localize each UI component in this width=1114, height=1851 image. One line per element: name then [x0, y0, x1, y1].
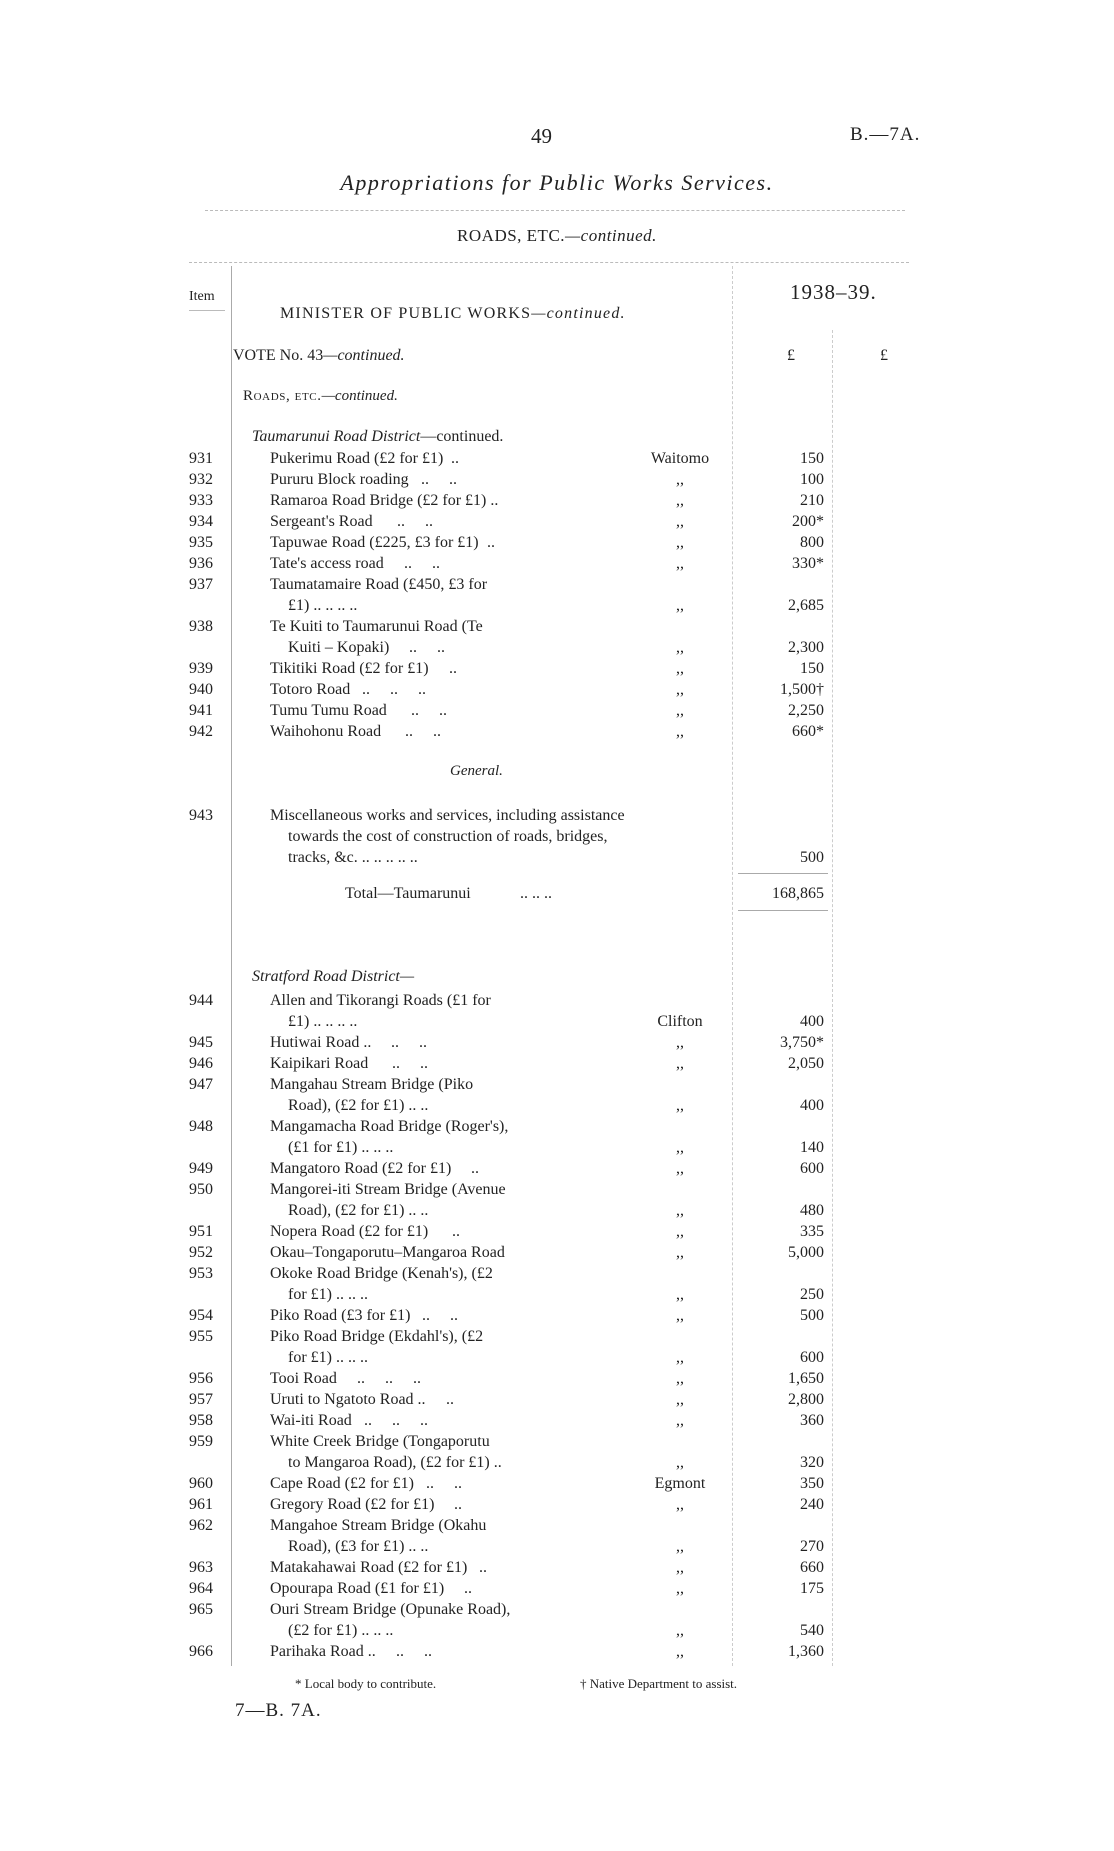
item-amount: 150 — [800, 660, 824, 677]
item-place: ,, — [676, 513, 684, 530]
leader-dots: .. .. .. — [352, 1412, 428, 1429]
table-top-rule — [189, 262, 909, 263]
leader-dots: .. .. — [389, 639, 445, 656]
item-description: towards the cost of construction of roads, bridges, — [288, 828, 608, 845]
table-row — [0, 1200, 1114, 1221]
table-row — [0, 1032, 1114, 1053]
item-place: ,, — [676, 1580, 684, 1597]
table-row — [0, 1158, 1114, 1179]
item-place: ,, — [676, 1622, 684, 1639]
item-number: 936 — [189, 555, 213, 572]
table-row — [0, 1242, 1114, 1263]
table-row — [0, 1431, 1114, 1452]
leader-dots: .. .. — [387, 702, 447, 719]
table-row — [0, 1536, 1114, 1557]
item-place: ,, — [676, 723, 684, 740]
item-description: Road), (£2 for £1) .. .. — [288, 1202, 429, 1219]
item-place: ,, — [676, 492, 684, 509]
item-number: 949 — [189, 1160, 213, 1177]
item-description: (£1 for £1) .. .. .. — [288, 1139, 394, 1156]
table-row — [0, 1326, 1114, 1347]
item-description: Road), (£2 for £1) .. .. — [288, 1097, 429, 1114]
item-number: 940 — [189, 681, 213, 698]
total-row — [0, 883, 1114, 904]
table-row — [0, 847, 1114, 868]
item-number: 956 — [189, 1370, 213, 1387]
item-amount: 175 — [800, 1580, 824, 1597]
item-description: Tate's access road — [270, 555, 384, 572]
table-row — [0, 658, 1114, 679]
item-description: Ouri Stream Bridge (Opunake Road), — [270, 1601, 511, 1618]
item-place: ,, — [676, 1160, 684, 1177]
item-place: ,, — [676, 1034, 684, 1051]
item-column-header: Item — [189, 289, 215, 304]
table-row — [0, 805, 1114, 826]
item-description: Waihohonu Road — [270, 723, 382, 740]
item-amount: 320 — [800, 1454, 824, 1471]
item-place: ,, — [676, 1454, 684, 1471]
taumarunui-heading-main: Taumarunui Road District — [252, 428, 421, 445]
leader-dots: .. — [429, 660, 457, 677]
general-heading: General. — [450, 763, 503, 779]
item-amount: 200* — [792, 513, 824, 530]
item-place: ,, — [676, 1223, 684, 1240]
item-amount: 660* — [792, 723, 824, 740]
item-amount: 480 — [800, 1202, 824, 1219]
leader-dots: .. .. — [373, 513, 433, 530]
table-row — [0, 1620, 1114, 1641]
minister-cont: —continued. — [531, 305, 626, 322]
table-row — [0, 448, 1114, 469]
item-description: Pukerimu Road (£2 for £1) — [270, 450, 444, 467]
item-amount: 100 — [800, 471, 824, 488]
subtitle-main: ROADS, ETC. — [457, 226, 566, 245]
item-number: 963 — [189, 1559, 213, 1576]
vote-main: VOTE No. 43 — [233, 347, 324, 364]
table-row — [0, 721, 1114, 742]
item-place: ,, — [676, 1538, 684, 1555]
item-number: 943 — [189, 807, 213, 824]
item-number: 955 — [189, 1328, 213, 1345]
item-description: Mangatoro Road (£2 for £1) — [270, 1160, 452, 1177]
item-description: Hutiwai Road .. — [270, 1034, 372, 1051]
item-amount: 140 — [800, 1139, 824, 1156]
item-number: 937 — [189, 576, 213, 593]
item-description: Tooi Road — [270, 1370, 337, 1387]
item-description: Sergeant's Road — [270, 513, 373, 530]
leader-dots: .. — [479, 534, 495, 551]
table-row — [0, 553, 1114, 574]
item-header-rule — [189, 310, 225, 311]
pound-column-1: £ — [787, 347, 795, 364]
minister-heading — [280, 305, 626, 323]
item-amount: 250 — [800, 1286, 824, 1303]
table-row — [0, 1473, 1114, 1494]
item-number: 959 — [189, 1433, 213, 1450]
item-place: ,, — [676, 660, 684, 677]
item-place: ,, — [676, 1139, 684, 1156]
item-number: 965 — [189, 1601, 213, 1618]
item-number: 933 — [189, 492, 213, 509]
leader-dots: .. — [467, 1559, 487, 1576]
table-row — [0, 490, 1114, 511]
table-row — [0, 679, 1114, 700]
item-place: ,, — [676, 1097, 684, 1114]
item-place: ,, — [676, 1244, 684, 1261]
item-place: ,, — [676, 597, 684, 614]
item-number: 939 — [189, 660, 213, 677]
item-number: 961 — [189, 1496, 213, 1513]
table-row — [0, 1494, 1114, 1515]
leader-dots: .. .. — [410, 1307, 458, 1324]
table-row — [0, 1641, 1114, 1662]
item-number: 935 — [189, 534, 213, 551]
roads-main: Roads, etc. — [243, 388, 322, 404]
item-amount: 2,800 — [788, 1391, 824, 1408]
item-description: tracks, &c. .. .. .. .. .. — [288, 849, 418, 866]
leader-dots: .. .. — [376, 1643, 432, 1660]
item-place: ,, — [676, 639, 684, 656]
item-number: 951 — [189, 1223, 213, 1240]
table-row — [0, 1179, 1114, 1200]
stratford-heading: Stratford Road District— — [252, 968, 415, 985]
item-amount: 600 — [800, 1160, 824, 1177]
item-number: 946 — [189, 1055, 213, 1072]
item-amount: 350 — [800, 1475, 824, 1492]
item-amount: 3,750* — [780, 1034, 824, 1051]
item-amount: 270 — [800, 1538, 824, 1555]
subtitle-cont: —continued. — [565, 226, 657, 245]
vote-cont: —continued. — [323, 347, 405, 364]
item-description: Wai-iti Road — [270, 1412, 352, 1429]
item-amount: 1,360 — [788, 1643, 824, 1660]
leader-dots: .. .. — [409, 471, 457, 488]
leader-dots: .. .. — [384, 555, 440, 572]
item-description: to Mangaroa Road), (£2 for £1) .. — [288, 1454, 502, 1471]
table-row — [0, 1368, 1114, 1389]
table-row — [0, 511, 1114, 532]
table-row — [0, 1074, 1114, 1095]
item-description: White Creek Bridge (Tongaporutu — [270, 1433, 490, 1450]
table-row — [0, 469, 1114, 490]
leader-dots: .. .. — [381, 723, 441, 740]
item-description: Allen and Tikorangi Roads (£1 for — [270, 992, 491, 1009]
item-description: Piko Road (£3 for £1) — [270, 1307, 411, 1324]
item-amount: 2,250 — [788, 702, 824, 719]
item-place: Clifton — [657, 1013, 703, 1030]
item-number: 953 — [189, 1265, 213, 1282]
vote-heading — [233, 347, 405, 365]
item-number: 932 — [189, 471, 213, 488]
leader-dots: .. .. — [368, 1055, 428, 1072]
item-description: Mangahau Stream Bridge (Piko — [270, 1076, 474, 1093]
table-row — [0, 1011, 1114, 1032]
table-row — [0, 1578, 1114, 1599]
total-dots: .. .. .. — [520, 885, 552, 902]
item-description: (£2 for £1) .. .. .. — [288, 1622, 394, 1639]
item-description: for £1) .. .. .. — [288, 1349, 368, 1366]
item-amount: 240 — [800, 1496, 824, 1513]
item-description: Gregory Road (£2 for £1) — [270, 1496, 435, 1513]
item-place: ,, — [676, 681, 684, 698]
table-row — [0, 637, 1114, 658]
leader-dots: .. — [434, 1496, 462, 1513]
item-description: Miscellaneous works and services, including assistance — [270, 807, 625, 824]
document-reference: B.—7A. — [850, 124, 921, 145]
item-amount: 400 — [800, 1013, 824, 1030]
item-place: ,, — [676, 1643, 684, 1660]
leader-dots: .. — [443, 450, 459, 467]
item-place: ,, — [676, 1559, 684, 1576]
leader-dots: .. .. — [414, 1475, 462, 1492]
item-place: ,, — [676, 1370, 684, 1387]
item-description: Piko Road Bridge (Ekdahl's), (£2 — [270, 1328, 484, 1345]
item-number: 948 — [189, 1118, 213, 1135]
item-description: Kuiti – Kopaki) — [288, 639, 390, 656]
pound-column-2: £ — [880, 347, 888, 364]
table-row — [0, 826, 1114, 847]
item-description: Matakahawai Road (£2 for £1) — [270, 1559, 468, 1576]
item-number: 962 — [189, 1517, 213, 1534]
item-number: 945 — [189, 1034, 213, 1051]
item-place: ,, — [676, 1391, 684, 1408]
leader-dots: .. .. .. — [337, 1370, 421, 1387]
item-description: Opourapa Road (£1 for £1) — [270, 1580, 445, 1597]
year-heading: 1938–39. — [790, 280, 877, 304]
item-description: £1) .. .. .. .. — [288, 597, 358, 614]
table-row — [0, 1410, 1114, 1431]
item-amount: 400 — [800, 1097, 824, 1114]
item-amount: 5,000 — [788, 1244, 824, 1261]
table-row — [0, 574, 1114, 595]
table-row — [0, 990, 1114, 1011]
item-number: 954 — [189, 1307, 213, 1324]
item-amount: 600 — [800, 1349, 824, 1366]
item-number: 960 — [189, 1475, 213, 1492]
item-description: Mangamacha Road Bridge (Roger's), — [270, 1118, 509, 1135]
item-place: ,, — [676, 555, 684, 572]
item-description: Mangahoe Stream Bridge (Okahu — [270, 1517, 487, 1534]
table-row — [0, 1116, 1114, 1137]
item-description: Kaipikari Road — [270, 1055, 369, 1072]
item-number: 958 — [189, 1412, 213, 1429]
roads-cont: —continued. — [321, 388, 398, 404]
item-description: Uruti to Ngatoto Road .. — [270, 1391, 426, 1408]
item-place: Egmont — [654, 1475, 706, 1492]
total-bottom-rule — [738, 910, 828, 911]
table-row — [0, 1221, 1114, 1242]
item-description: Tapuwae Road (£225, £3 for £1) — [270, 534, 479, 551]
leader-dots: .. .. — [371, 1034, 427, 1051]
item-number: 952 — [189, 1244, 213, 1261]
table-row — [0, 1599, 1114, 1620]
item-amount: 500 — [800, 1307, 824, 1324]
table-row — [0, 1053, 1114, 1074]
table-row — [0, 1515, 1114, 1536]
item-amount: 2,300 — [788, 639, 824, 656]
table-row — [0, 1347, 1114, 1368]
item-amount: 210 — [800, 492, 824, 509]
item-place: ,, — [676, 1307, 684, 1324]
taumarunui-heading-cont: —continued. — [420, 428, 504, 445]
table-row — [0, 616, 1114, 637]
item-amount: 1,650 — [788, 1370, 824, 1387]
item-number: 942 — [189, 723, 213, 740]
item-amount: 540 — [800, 1622, 824, 1639]
page-title: Appropriations for Public Works Services. — [340, 170, 774, 195]
item-number: 941 — [189, 702, 213, 719]
item-description: for £1) .. .. .. — [288, 1286, 368, 1303]
roads-heading — [243, 388, 398, 405]
item-number: 931 — [189, 450, 213, 467]
item-place: Waitomo — [650, 450, 710, 467]
item-amount: 330* — [792, 555, 824, 572]
table-row — [0, 1389, 1114, 1410]
minister-main: MINISTER OF PUBLIC WORKS — [280, 305, 532, 322]
taumarunui-heading — [252, 428, 503, 446]
leader-dots: .. — [426, 1391, 454, 1408]
table-row — [0, 1284, 1114, 1305]
item-description: Okau–Tongaporutu–Mangaroa Road — [270, 1244, 505, 1261]
total-label: Total—Taumarunui — [345, 885, 471, 902]
table-row — [0, 1305, 1114, 1326]
table-row — [0, 1263, 1114, 1284]
item-amount: 1,500† — [780, 681, 824, 698]
item-amount: 2,685 — [788, 597, 824, 614]
item-place: ,, — [676, 1202, 684, 1219]
leader-dots: .. — [428, 1223, 460, 1240]
item-number: 938 — [189, 618, 213, 635]
table-row — [0, 532, 1114, 553]
item-place: ,, — [676, 1496, 684, 1513]
total-amount: 168,865 — [772, 885, 824, 902]
item-place: ,, — [676, 1349, 684, 1366]
item-amount: 2,050 — [788, 1055, 824, 1072]
item-description: Tikitiki Road (£2 for £1) — [270, 660, 429, 677]
item-number: 947 — [189, 1076, 213, 1093]
item-amount: 360 — [800, 1412, 824, 1429]
item-description: £1) .. .. .. .. — [288, 1013, 358, 1030]
item-description: Road), (£3 for £1) .. .. — [288, 1538, 429, 1555]
item-description: Cape Road (£2 for £1) — [270, 1475, 414, 1492]
item-number: 934 — [189, 513, 213, 530]
leader-dots: .. .. .. — [350, 681, 426, 698]
table-row — [0, 1452, 1114, 1473]
item-number: 944 — [189, 992, 213, 1009]
item-description: Tumu Tumu Road — [270, 702, 387, 719]
item-description: Te Kuiti to Taumarunui Road (Te — [270, 618, 483, 635]
item-description: Nopera Road (£2 for £1) — [270, 1223, 429, 1240]
item-description: Okoke Road Bridge (Kenah's), (£2 — [270, 1265, 493, 1282]
item-description: Taumatamaire Road (£450, £3 for — [270, 576, 488, 593]
item-description: Pururu Block roading — [270, 471, 409, 488]
title-rule — [205, 210, 905, 211]
item-number: 950 — [189, 1181, 213, 1198]
table-row — [0, 1557, 1114, 1578]
signature-mark: 7—B. 7A. — [235, 1700, 322, 1721]
table-row — [0, 1095, 1114, 1116]
item-description: Parihaka Road .. — [270, 1643, 376, 1660]
item-place: ,, — [676, 534, 684, 551]
item-number: 964 — [189, 1580, 213, 1597]
item-place: ,, — [676, 471, 684, 488]
total-top-rule — [738, 873, 828, 874]
item-place: ,, — [676, 702, 684, 719]
item-amount: 150 — [800, 450, 824, 467]
item-place: ,, — [676, 1412, 684, 1429]
section-subtitle — [0, 226, 1114, 246]
footnote-native-department: † Native Department to assist. — [580, 1676, 738, 1691]
item-amount: 335 — [800, 1223, 824, 1240]
item-number: 966 — [189, 1643, 213, 1660]
table-row — [0, 700, 1114, 721]
item-place: ,, — [676, 1286, 684, 1303]
leader-dots: .. — [451, 1160, 479, 1177]
leader-dots: .. — [444, 1580, 472, 1597]
item-amount: 500 — [800, 849, 824, 866]
item-amount: 800 — [800, 534, 824, 551]
item-description: Ramaroa Road Bridge (£2 for £1) .. — [270, 492, 499, 509]
footnote-local-body: * Local body to contribute. — [295, 1676, 437, 1691]
table-row — [0, 1137, 1114, 1158]
item-amount: 660 — [800, 1559, 824, 1576]
item-number: 957 — [189, 1391, 213, 1408]
item-description: Mangorei-iti Stream Bridge (Avenue — [270, 1181, 506, 1198]
page-number: 49 — [531, 124, 552, 148]
item-description: Totoro Road — [270, 681, 351, 698]
table-row — [0, 595, 1114, 616]
item-place: ,, — [676, 1055, 684, 1072]
